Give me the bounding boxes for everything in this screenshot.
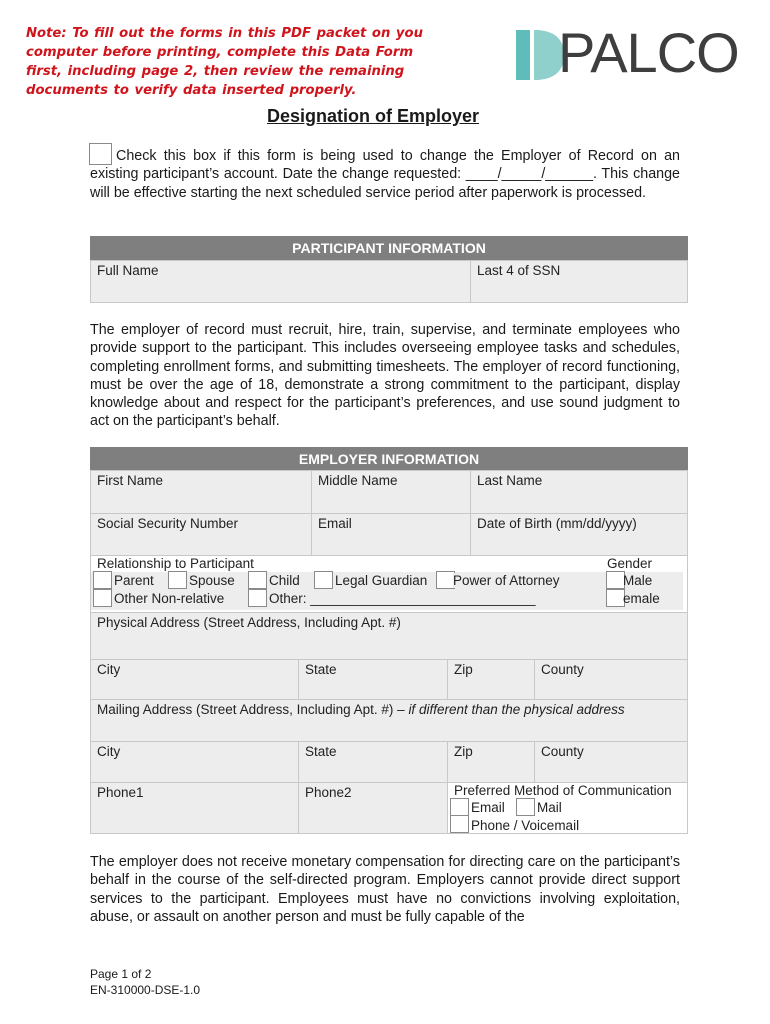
page-title: Designation of Employer (266, 106, 480, 126)
state-field[interactable] (298, 659, 448, 700)
employer-ssn-label: Social Security Number (97, 516, 239, 531)
mailing-state-label: State (305, 744, 337, 759)
comm-email-checkbox[interactable] (450, 798, 469, 816)
first-name-field[interactable] (90, 470, 312, 514)
middle-name-field[interactable] (311, 470, 471, 514)
instruction-note: Note: To fill out the forms in this PDF packet on you computer before printing, complete this Data Form first, including page 2, then review the remaining documents to verify data inserted properly. (26, 26, 423, 98)
city-field[interactable] (90, 659, 299, 700)
spouse-label: Spouse (189, 573, 235, 588)
employer-section-header: EMPLOYER INFORMATION (90, 447, 688, 471)
comm-phone-checkbox[interactable] (450, 815, 469, 833)
employer-ssn-field[interactable] (90, 513, 312, 556)
comm-phone-label: Phone / Voicemail (471, 818, 580, 833)
physical-address-field[interactable] (90, 612, 688, 660)
other-label: Other: ______________________________ (269, 591, 536, 606)
mailing-state-field[interactable] (298, 741, 448, 783)
child-checkbox[interactable] (248, 571, 267, 589)
employer-email-label: Email (318, 516, 352, 531)
ssn-last4-label: Last 4 of SSN (477, 263, 561, 278)
legal-guardian-label: Legal Guardian (335, 573, 428, 588)
county-field[interactable] (534, 659, 688, 700)
phone1-label: Phone1 (97, 785, 144, 800)
employer-description: The employer of record must recruit, hire, train, supervise, and terminate employees who provide support to the participant. This includes overseeing employee tasks and schedules, completing enrollment forms, and submitting timesheets. The employer of record functioning, must be over the age of 18, demonstrate a strong commitment to the participant, display knowledge about and respect for the participant’s preferences, and use sound judgment to act on the participant’s behalf. (90, 322, 680, 430)
physical-address-label: Physical Address (Street Address, Including Apt. #) (97, 615, 401, 630)
comm-mail-checkbox[interactable] (516, 798, 535, 816)
spouse-checkbox[interactable] (168, 571, 187, 589)
phone1-field[interactable] (90, 782, 299, 834)
other-nonrelative-checkbox[interactable] (93, 589, 112, 607)
mailing-county-label: County (541, 744, 584, 759)
employer-email-field[interactable] (311, 513, 471, 556)
city-label: City (97, 662, 121, 677)
mailing-city-field[interactable] (90, 741, 299, 783)
mailing-city-label: City (97, 744, 121, 759)
dob-label: Date of Birth (mm/dd/yyyy) (477, 516, 637, 531)
state-label: State (305, 662, 337, 677)
page-number: Page 1 of 2 (90, 967, 152, 981)
middle-name-label: Middle Name (318, 473, 398, 488)
participant-section-header: PARTICIPANT INFORMATION (90, 236, 688, 260)
county-label: County (541, 662, 584, 677)
last-name-label: Last Name (477, 473, 543, 488)
parent-checkbox[interactable] (93, 571, 112, 589)
legal-guardian-checkbox[interactable] (314, 571, 333, 589)
participant-ssn-field[interactable] (470, 260, 688, 303)
mailing-address-field[interactable] (90, 699, 688, 742)
mailing-address-note: if different than the physical address (408, 702, 625, 717)
change-instructions: Check this box if this form is being used to change the Employer of Record on an existing participant’s account. Date the change requested: ____/_____/______. This change will be effective starting the next scheduled service period after paperwork is processed. (90, 148, 680, 201)
parent-label: Parent (114, 573, 154, 588)
comm-mail-label: Mail (537, 800, 562, 815)
preferred-communication-label: Preferred Method of Communication (454, 783, 672, 798)
power-of-attorney-label: Power of Attorney (453, 573, 560, 588)
first-name-label: First Name (97, 473, 164, 488)
phone2-field[interactable] (298, 782, 448, 834)
mailing-address-label: Mailing Address (Street Address, Including Apt. #) – (97, 702, 405, 717)
participant-full-name-field[interactable] (90, 260, 471, 303)
zip-field[interactable] (447, 659, 535, 700)
mailing-zip-field[interactable] (447, 741, 535, 783)
gender-label: Gender (607, 556, 653, 571)
form-code: EN-310000-DSE-1.0 (90, 983, 201, 997)
mailing-zip-label: Zip (454, 744, 473, 759)
mailing-county-field[interactable] (534, 741, 688, 783)
phone2-label: Phone2 (305, 785, 352, 800)
child-label: Child (269, 573, 300, 588)
relationship-label: Relationship to Participant (97, 556, 254, 571)
dob-field[interactable] (470, 513, 688, 556)
male-label: Male (623, 573, 653, 588)
palco-logo (514, 21, 739, 86)
logo-wordmark: PALCO (558, 21, 739, 84)
last-name-field[interactable] (470, 470, 688, 514)
full-name-label: Full Name (97, 263, 159, 278)
zip-label: Zip (454, 662, 473, 677)
female-label: emale (623, 591, 660, 606)
other-checkbox[interactable] (248, 589, 267, 607)
comm-email-label: Email (471, 800, 505, 815)
compensation-paragraph: The employer does not receive monetary compensation for directing care on the participant’s behalf in the course of the self-directed program. Employers cannot provide direct support services to the participant. Employees must have no convictions involving exploitation, abuse, or assault on another person and must be fully capable of the (90, 854, 680, 925)
other-nonrelative-label: Other Non-relative (114, 591, 225, 606)
